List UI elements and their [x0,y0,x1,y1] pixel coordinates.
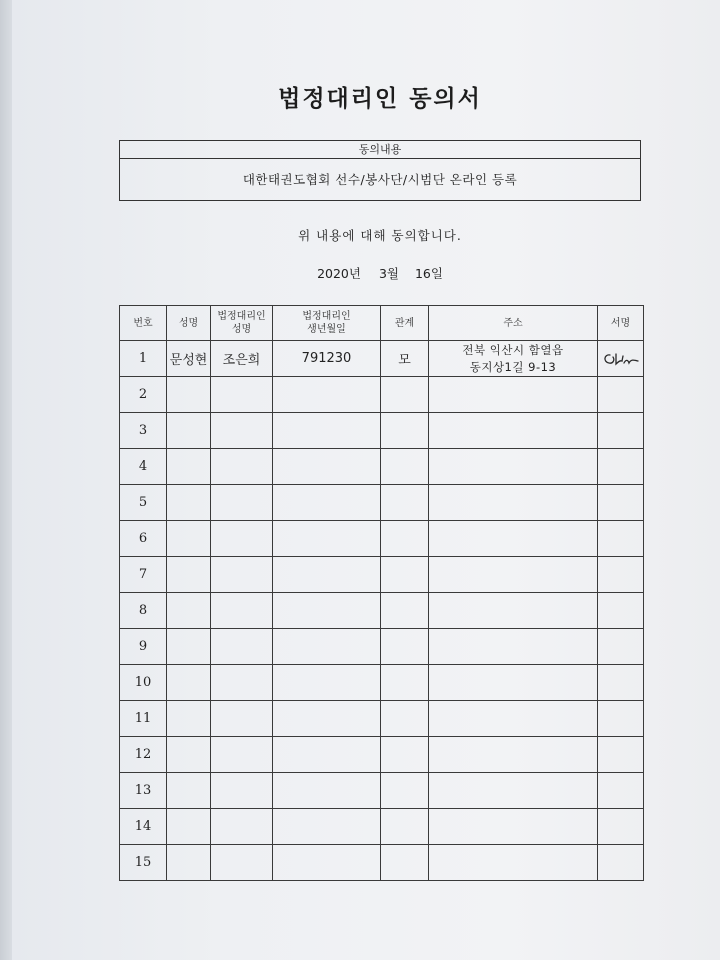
header-number: 번호 [120,306,167,341]
handwritten-signature [600,348,642,370]
row-relation: 모 [381,341,429,377]
row-address [429,737,598,773]
row-name [167,593,211,629]
row-relation [381,629,429,665]
row-address [429,665,598,701]
row-address [429,809,598,845]
row-name [167,449,211,485]
table-row [120,593,644,629]
row-relation [381,521,429,557]
table-row [120,377,644,413]
row-name [167,521,211,557]
row-guardian-birth [273,449,381,485]
row-name [167,629,211,665]
guardian-table [119,305,644,881]
row-number: 9 [120,629,167,665]
row-number: 10 [120,665,167,701]
row-guardian-name [211,665,273,701]
signing-date [0,264,720,282]
row-name [167,809,211,845]
row-guardian-name [211,773,273,809]
header-guardian-birth [273,306,381,341]
row-signature [598,665,644,701]
row-relation [381,449,429,485]
row-guardian-birth [273,665,381,701]
row-address [429,341,598,377]
row-guardian-birth [273,413,381,449]
row-signature [598,773,644,809]
row-number: 11 [120,701,167,737]
row-name [167,737,211,773]
date-day: 16일 [414,266,443,281]
page-edge-shadow [0,0,12,960]
row-address [429,521,598,557]
agreement-statement: 위 내용에 대해 동의합니다. [298,228,462,243]
row-guardian-name [211,521,273,557]
table-header-row [120,306,644,341]
row-address [429,413,598,449]
date-month: 3월 [378,266,399,281]
row-name [167,665,211,701]
consent-text: 대한태권도협회 선수/봉사단/시범단 온라인 등록 [242,172,518,187]
row-relation [381,377,429,413]
row-guardian-birth [273,593,381,629]
row-relation [381,665,429,701]
table-row [120,449,644,485]
row-guardian-birth [273,557,381,593]
row-guardian-name [211,701,273,737]
row-signature [598,341,644,377]
row-name [167,701,211,737]
row-relation [381,557,429,593]
row-number: 12 [120,737,167,773]
row-guardian-birth [273,377,381,413]
header-guardian-birth-line2: 생년월일 [307,324,346,335]
date-year: 2020년 [317,266,361,281]
header-signature: 서명 [598,306,644,341]
row-guardian-name [211,809,273,845]
row-signature [598,413,644,449]
row-address [429,845,598,881]
table-row [120,341,644,377]
row-guardian-name [211,629,273,665]
row-guardian-name: 조은희 [211,341,273,377]
row-name: 문성현 [167,341,211,377]
row-number: 4 [120,449,167,485]
row-guardian-name [211,557,273,593]
row-relation [381,485,429,521]
row-guardian-birth [273,809,381,845]
row-relation [381,773,429,809]
row-name [167,485,211,521]
row-number: 15 [120,845,167,881]
table-row [120,773,644,809]
row-name [167,773,211,809]
table-row [120,701,644,737]
row-address [429,449,598,485]
table-row [120,665,644,701]
row-signature [598,485,644,521]
consent-header: 동의내용 [120,141,640,159]
row-guardian-name [211,737,273,773]
row-number: 1 [120,341,167,377]
row-address [429,701,598,737]
table-row [120,737,644,773]
row-address [429,593,598,629]
row-relation [381,593,429,629]
header-guardian-name [211,306,273,341]
row-signature [598,809,644,845]
header-guardian-birth-line1: 법정대리인 [302,311,351,322]
header-guardian-name-line1: 법정대리인 [217,311,266,322]
document-title: 법정대리인 동의서 [278,86,482,112]
table-row [120,413,644,449]
row-address [429,773,598,809]
row-relation [381,737,429,773]
table-row [120,845,644,881]
row-name [167,413,211,449]
row-name [167,377,211,413]
row-number: 2 [120,377,167,413]
row-name [167,845,211,881]
header-guardian-name-line2: 성명 [231,324,252,335]
row-relation [381,701,429,737]
row-guardian-name [211,413,273,449]
row-signature [598,737,644,773]
row-address [429,377,598,413]
row-number: 13 [120,773,167,809]
row-signature [598,557,644,593]
row-relation [381,413,429,449]
table-row [120,629,644,665]
row-signature [598,845,644,881]
address-line1: 전북 익산시 함열읍 [462,342,564,357]
address-line2: 동지상1길 9-13 [469,359,557,374]
row-guardian-birth [273,845,381,881]
row-signature [598,701,644,737]
row-name [167,557,211,593]
row-number: 5 [120,485,167,521]
consent-box [119,140,641,201]
row-guardian-birth [273,521,381,557]
row-signature [598,629,644,665]
row-guardian-name [211,593,273,629]
table-row [120,521,644,557]
row-address [429,485,598,521]
header-address: 주소 [429,306,598,341]
row-address [429,557,598,593]
row-address [429,629,598,665]
row-guardian-birth [273,701,381,737]
row-guardian-birth [273,629,381,665]
row-guardian-birth: 791230 [273,341,381,377]
row-number: 14 [120,809,167,845]
row-signature [598,593,644,629]
row-relation [381,809,429,845]
header-name: 성명 [167,306,211,341]
row-number: 6 [120,521,167,557]
table-row [120,809,644,845]
table-row [120,485,644,521]
row-signature [598,449,644,485]
table-row [120,557,644,593]
row-guardian-name [211,377,273,413]
header-relation: 관계 [381,306,429,341]
row-number: 8 [120,593,167,629]
row-guardian-name [211,485,273,521]
row-guardian-birth [273,485,381,521]
row-guardian-name [211,845,273,881]
row-number: 7 [120,557,167,593]
row-signature [598,521,644,557]
row-signature [598,377,644,413]
row-guardian-birth [273,737,381,773]
row-guardian-name [211,449,273,485]
row-number: 3 [120,413,167,449]
row-relation [381,845,429,881]
row-guardian-birth [273,773,381,809]
table-body [120,341,644,881]
